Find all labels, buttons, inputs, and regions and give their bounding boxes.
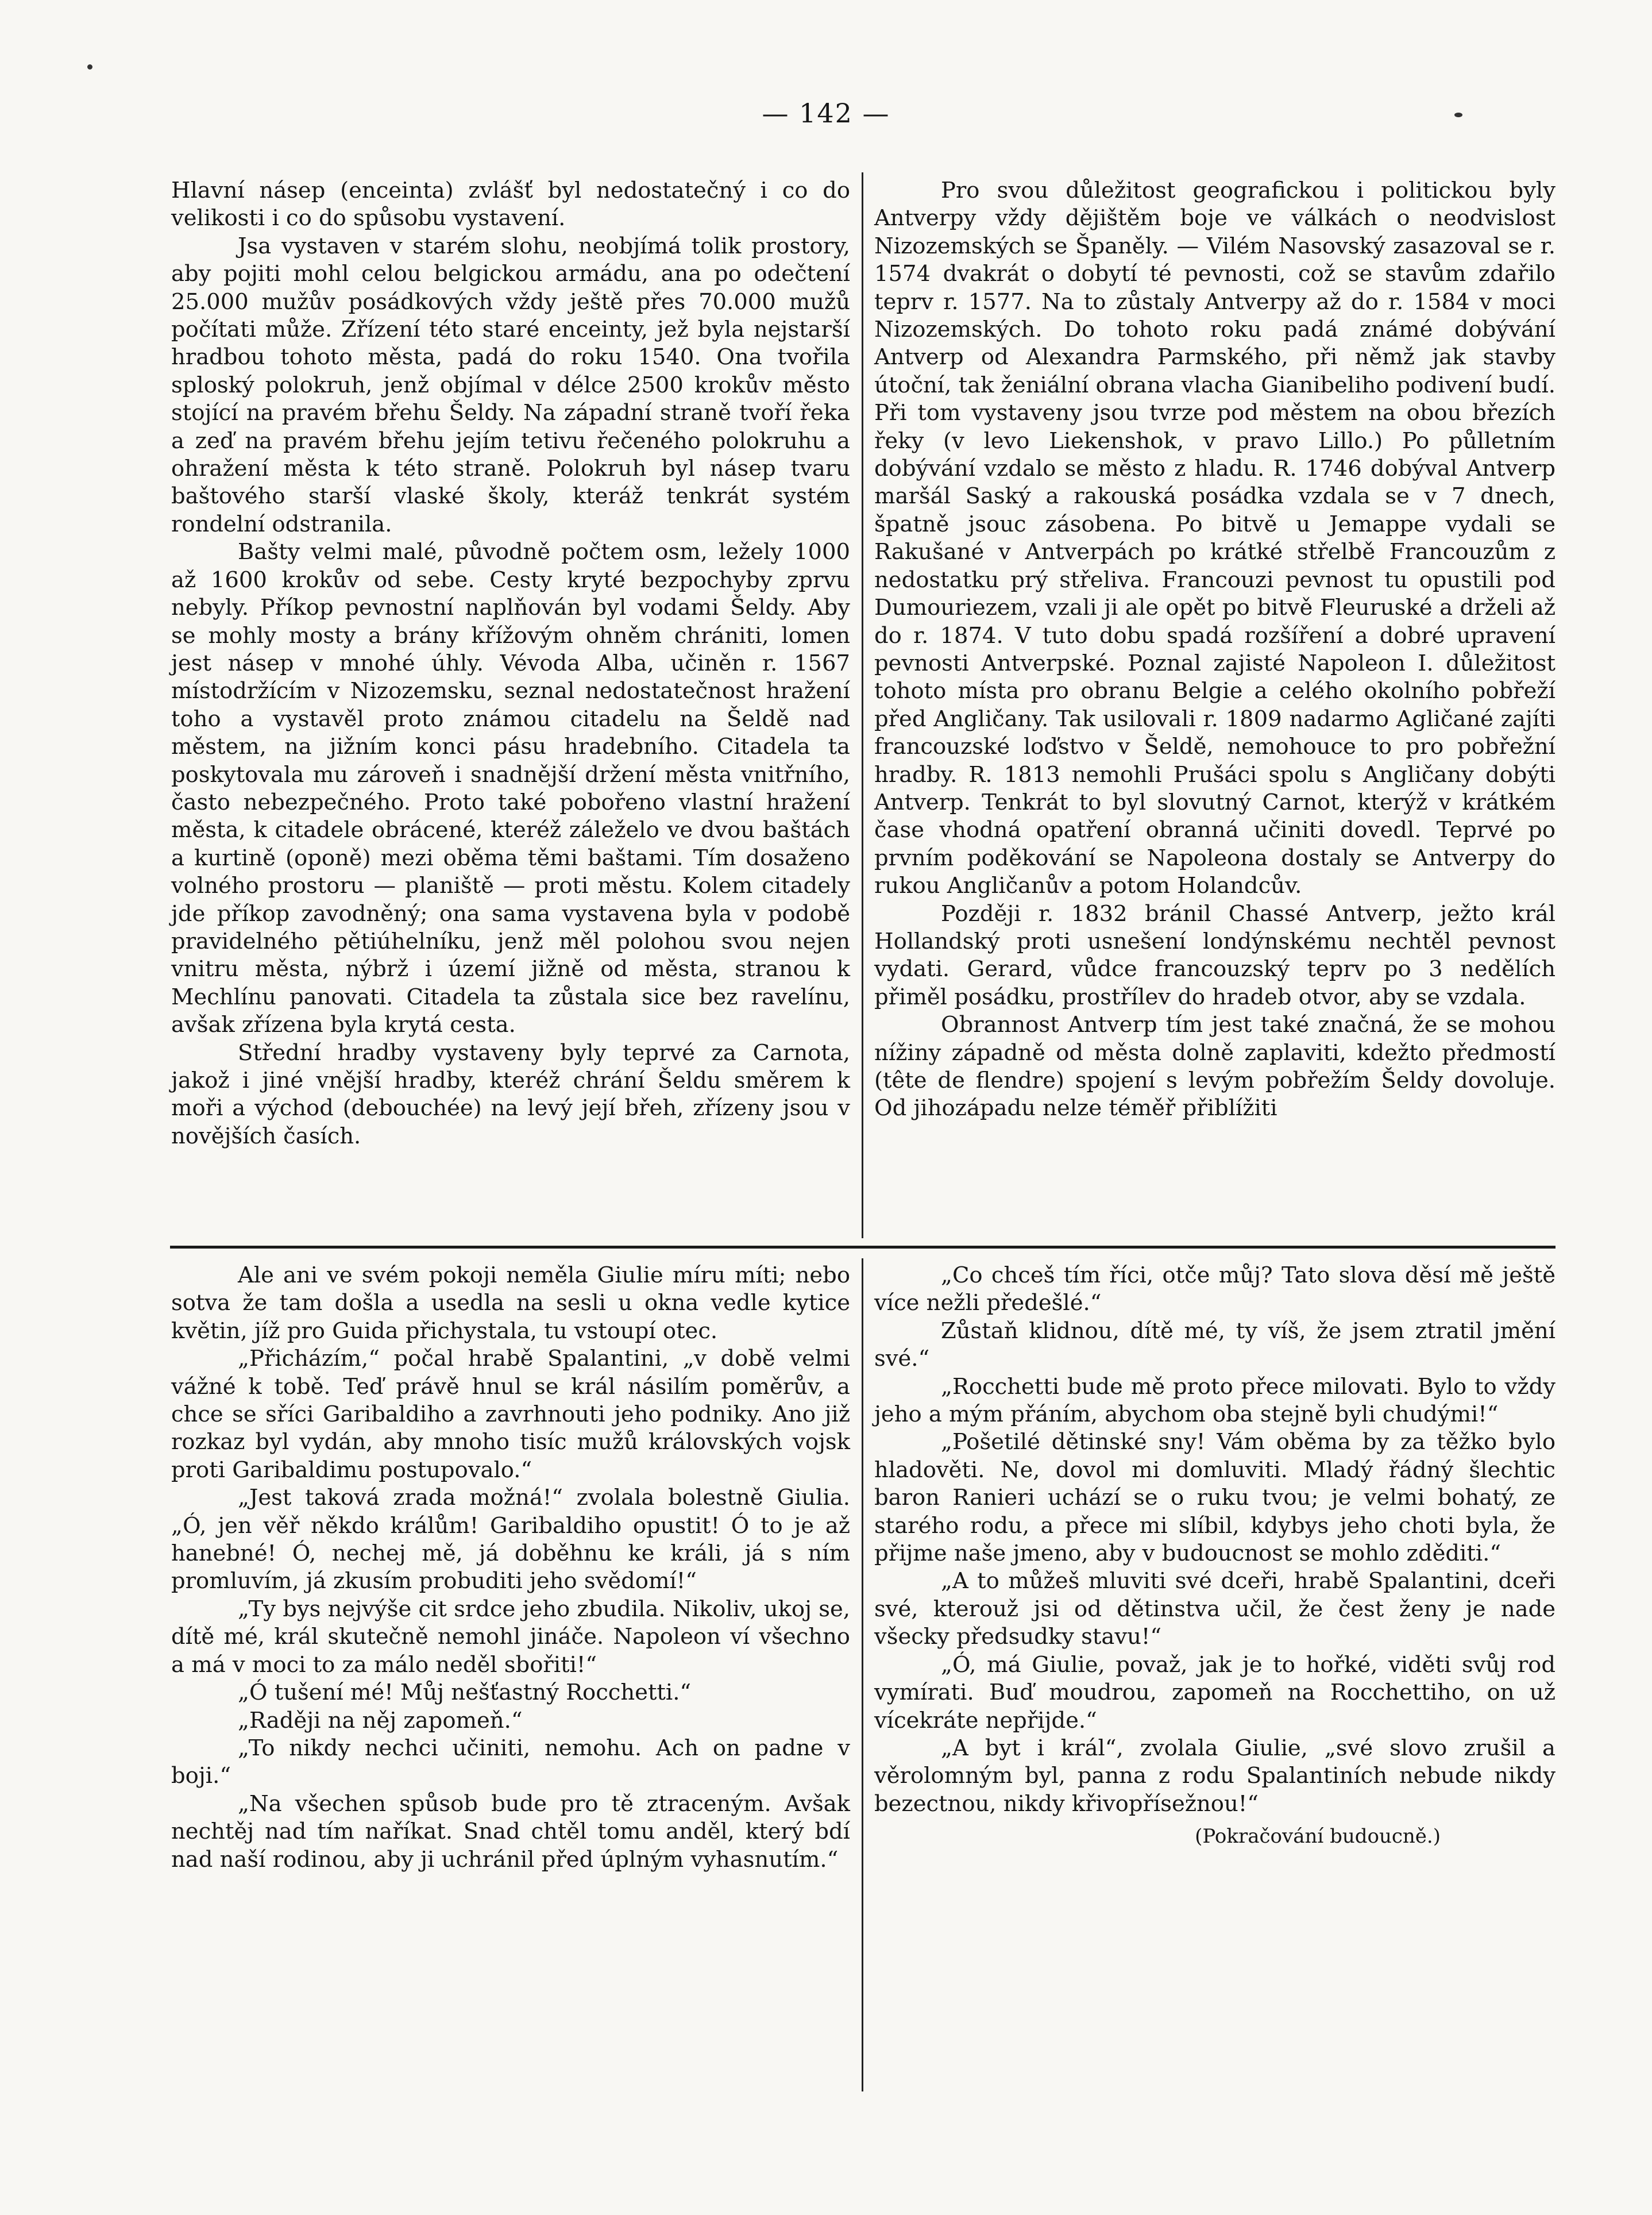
paragraph: „Co chceš tím říci, otče můj? Tato slova děsí mě ještě více nežli předešlé.“ <box>874 1262 1555 1316</box>
paragraph: Hlavní násep (enceinta) zvlášť byl nedostatečný i co do velikosti i co do spůsobu vystavení. <box>171 178 850 232</box>
paragraph: „Jest taková zrada možná!“ zvolala bolestně Giulia. „Ó, jen věř někdo králům! Garibaldiho opustit! Ó to je až hanebné! Ó, nechej mě, já doběhnu ke králi, já s ním promluvím, já zkusím probuditi jeho svědomí!“ <box>171 1485 850 1594</box>
paragraph: „Na všechen spůsob bude pro tě ztraceným. Avšak nechtěj nad tím naříkat. Snad chtěl tomu anděl, který bdí nad naší rodinou, aby ji uchránil před úplným vyhasnutím.“ <box>171 1790 850 1873</box>
paragraph: „A to můžeš mluviti své dceři, hrabě Spalantini, dceři své, kterouž jsi od dětinstva učil, že čest ženy je nade všecky předsudky stavu!“ <box>874 1568 1555 1650</box>
column-top-right <box>874 177 1555 1123</box>
paragraph: Ale ani ve svém pokoji neměla Giulie míru míti; nebo sotva že tam došla a usedla na sesli u okna vedle kytice květin, jíž pro Guida přichystala, tu vstoupí otec. <box>171 1262 850 1344</box>
paragraph: Bašty velmi malé, původně počtem osm, ležely 1000 až 1600 krokův od sebe. Cesty kryté bezpochyby zprvu nebyly. Příkop pevnostní naplňován byl vodami Šeldy. Aby se mohly mosty a brány křížovým ohněm chrániti, lomen jest násep v mnohé úhly. Vévoda Alba, učiněn r. 1567 místodržícím v Nizozemsku, seznal nedostatečnost hražení toho a vystavěl proto známou citadelu na Šeldě nad městem, na jižním konci pásu hradebního. Citadela ta poskytovala mu zároveň i snadnější držení města vnitřního, často nebezpečného. Proto také pobořeno vlastní hražení města, k citadele obrácené, kteréž záleželo ve dvou baštách a kurtině (oponě) mezi oběma těmi baštami. Tím dosaženo volného prostoru — planiště — proti městu. Kolem citadely jde příkop zavodněný; ona sama vystavena byla v podobě pravidelného pětiúhelníku, jenž měl polohou svou nejen vnitru města, nýbrž i území jižně od města, stranou k Mechlínu panovati. Citadela ta zůstala sice bez ravelínu, avšak zřízena byla krytá cesta. <box>171 539 850 1038</box>
section-divider <box>170 1246 1555 1249</box>
paragraph: „Ty bys nejvýše cit srdce jeho zbudila. Nikoliv, ukoj se, dítě mé, král skutečně nemohl jináče. Napoleon ví všechno a má v moci to za málo neděl sbořiti!“ <box>171 1596 850 1678</box>
scan-speck <box>1454 113 1462 117</box>
paragraph: Obrannost Antverp tím jest také značná, že se mohou nížiny západně od města dolně zaplaviti, kdežto předmostí (tête de flendre) spojení s levým pobřežím Šeldy dovoluje. Od jihozápadu nelze téměř přiblížiti <box>874 1012 1555 1122</box>
paragraph: „A byt i král“, zvolala Giulie, „své slovo zrušil a věrolomným byl, panna z rodu Spalantiních nebude nikdy bezectnou, nikdy křivopřísežnou!“ <box>874 1735 1555 1817</box>
paragraph: „Ó tušení mé! Můj nešťastný Rocchetti.“ <box>238 1679 692 1706</box>
paragraph: „To nikdy nechci učiniti, nemohu. Ach on padne v boji.“ <box>171 1735 850 1789</box>
scan-speck <box>87 64 92 70</box>
paragraph: Později r. 1832 bránil Chassé Antverp, ježto král Hollandský proti usnešení londýnskému nechtěl pevnost vydati. Gerard, vůdce francouzský teprv po 3 nedělích přiměl posádku, prostřílev do hradeb otvor, aby se vzdala. <box>874 900 1555 1010</box>
paragraph: „Přicházím,“ počal hrabě Spalantini, „v době velmi vážné k tobě. Teď právě hnul se král násilím poměrův, a chce se sříci Garibaldiho a zavrhnouti jeho podniky. Ano již rozkaz byl vydán, aby mnoho tisíc mužů královských vojsk proti Garibaldimu postupovalo.“ <box>171 1346 850 1483</box>
column-bottom-left <box>171 1262 850 1874</box>
paragraph: Střední hradby vystaveny byly teprvé za Carnota, jakož i jiné vnější hradby, kteréž chrání Šeldu směrem k moři a východ (debouchée) na levý její břeh, zřízeny jsou v novějších časích. <box>171 1039 850 1149</box>
continuation-note: (Pokračování budoucně.) <box>1195 1825 1441 1848</box>
paragraph: „Raději na něj zapomeň.“ <box>238 1707 523 1734</box>
paragraph: „Ó, má Giulie, považ, jak je to hořké, viděti svůj rod vymírati. Buď moudrou, zapomeň na Rocchettiho, on už vícekráte nepřijde.“ <box>874 1651 1555 1734</box>
paragraph: Pro svou důležitost geografickou i politickou byly Antverpy vždy dějištěm boje ve válkách o neodvislost Nizozemských se Španěly. — Vilém Nasovský zasazoval se r. 1574 dvakrát o dobytí té pevnosti, což se stavům zdařilo teprv r. 1577. Na to zůstaly Antverpy až do r. 1584 v moci Nizozemských. Do tohoto roku padá známé dobývání Antverp od Alexandra Parmského, při němž jak stavby útoční, tak ženiální obrana vlacha Gianibeliho podivení budí. Při tom vystaveny jsou tvrze pod městem na obou březích řeky (v levo Liekenshok, v pravo Lillo.) Po půlletním dobývání vzdalo se město z hladu. R. 1746 dobýval Antverp maršál Saský a rakouská posádka vzdala se v 7 dnech, špatně jsouc zásobena. Po bitvě u Jemappe vydali se Rakušané v Antverpách po krátké střelbě Francouzům z nedostatku prý střeliva. Francouzi pevnost tu opustili pod Dumouriezem, vzali ji ale opět po bitvě Fleuruské a drželi až do r. 1874. V tuto dobu spadá rozšíření a dobré upravení pevnosti Antverpské. Poznal zajisté Napoleon I. důležitost tohoto místa pro obranu Belgie a celého okolního pobřeží před Angličany. Tak usilovali r. 1809 nadarmo Agličané zajíti francouzské loďstvo v Šeldě, nemohouce to pro pobřežní hradby. R. 1813 nemohli Prušáci spolu s Angličany dobýti Antverp. Tenkrát to byl slovutný Carnot, kterýž v krátkém čase vhodná opatření obranná učiniti dovedl. Teprvé po prvním poděkování se Napoleona dostaly se Antverpy do rukou Angličanův a potom Holandcův. <box>874 178 1555 899</box>
page-number: — 142 — <box>762 98 890 129</box>
paragraph: „Rocchetti bude mě proto přece milovati. Bylo to vždy jeho a mým přáním, abychom oba stejně byli chudými!“ <box>874 1373 1555 1428</box>
paragraph: „Pošetilé dětinské sny! Vám oběma by za těžko bylo hladověti. Ne, dovol mi domluviti. Mladý řádný šlechtic baron Ranieri uchází se o ruku tvou; je velmi bohatý, ze starého rodu, a přece mi slíbil, kdybys jeho choti byla, že přijme naše jmeno, aby v budoucnost se mohlo zděditi.“ <box>874 1429 1555 1567</box>
paragraph: Zůstaň klidnou, dítě mé, ty víš, že jsem ztratil jmění své.“ <box>874 1318 1555 1372</box>
column-divider-top <box>862 172 863 1238</box>
column-top-left <box>171 177 850 1150</box>
column-bottom-right <box>874 1262 1555 1851</box>
paragraph: Jsa vystaven v starém slohu, neobjímá tolik prostory, aby pojiti mohl celou belgickou armádu, ana po odečtení 25.000 mužův posádkových vždy ještě přes 70.000 mužů počítati může. Zřízení této staré enceinty, jež byla nejstarší hradbou tohoto města, padá do roku 1540. Ona tvořila sploský polokruh, jenž objímal v délce 2500 krokův město stojící na pravém břehu Šeldy. Na západní straně tvoří řeka a zeď na pravém břehu jejím tetivu řečeného polokruhu a ohražení města k této straně. Polokruh byl násep tvaru baštového starší vlaské školy, kteráž tenkrát systém rondelní odstranila. <box>171 233 850 537</box>
column-divider-bottom <box>862 1258 863 2091</box>
